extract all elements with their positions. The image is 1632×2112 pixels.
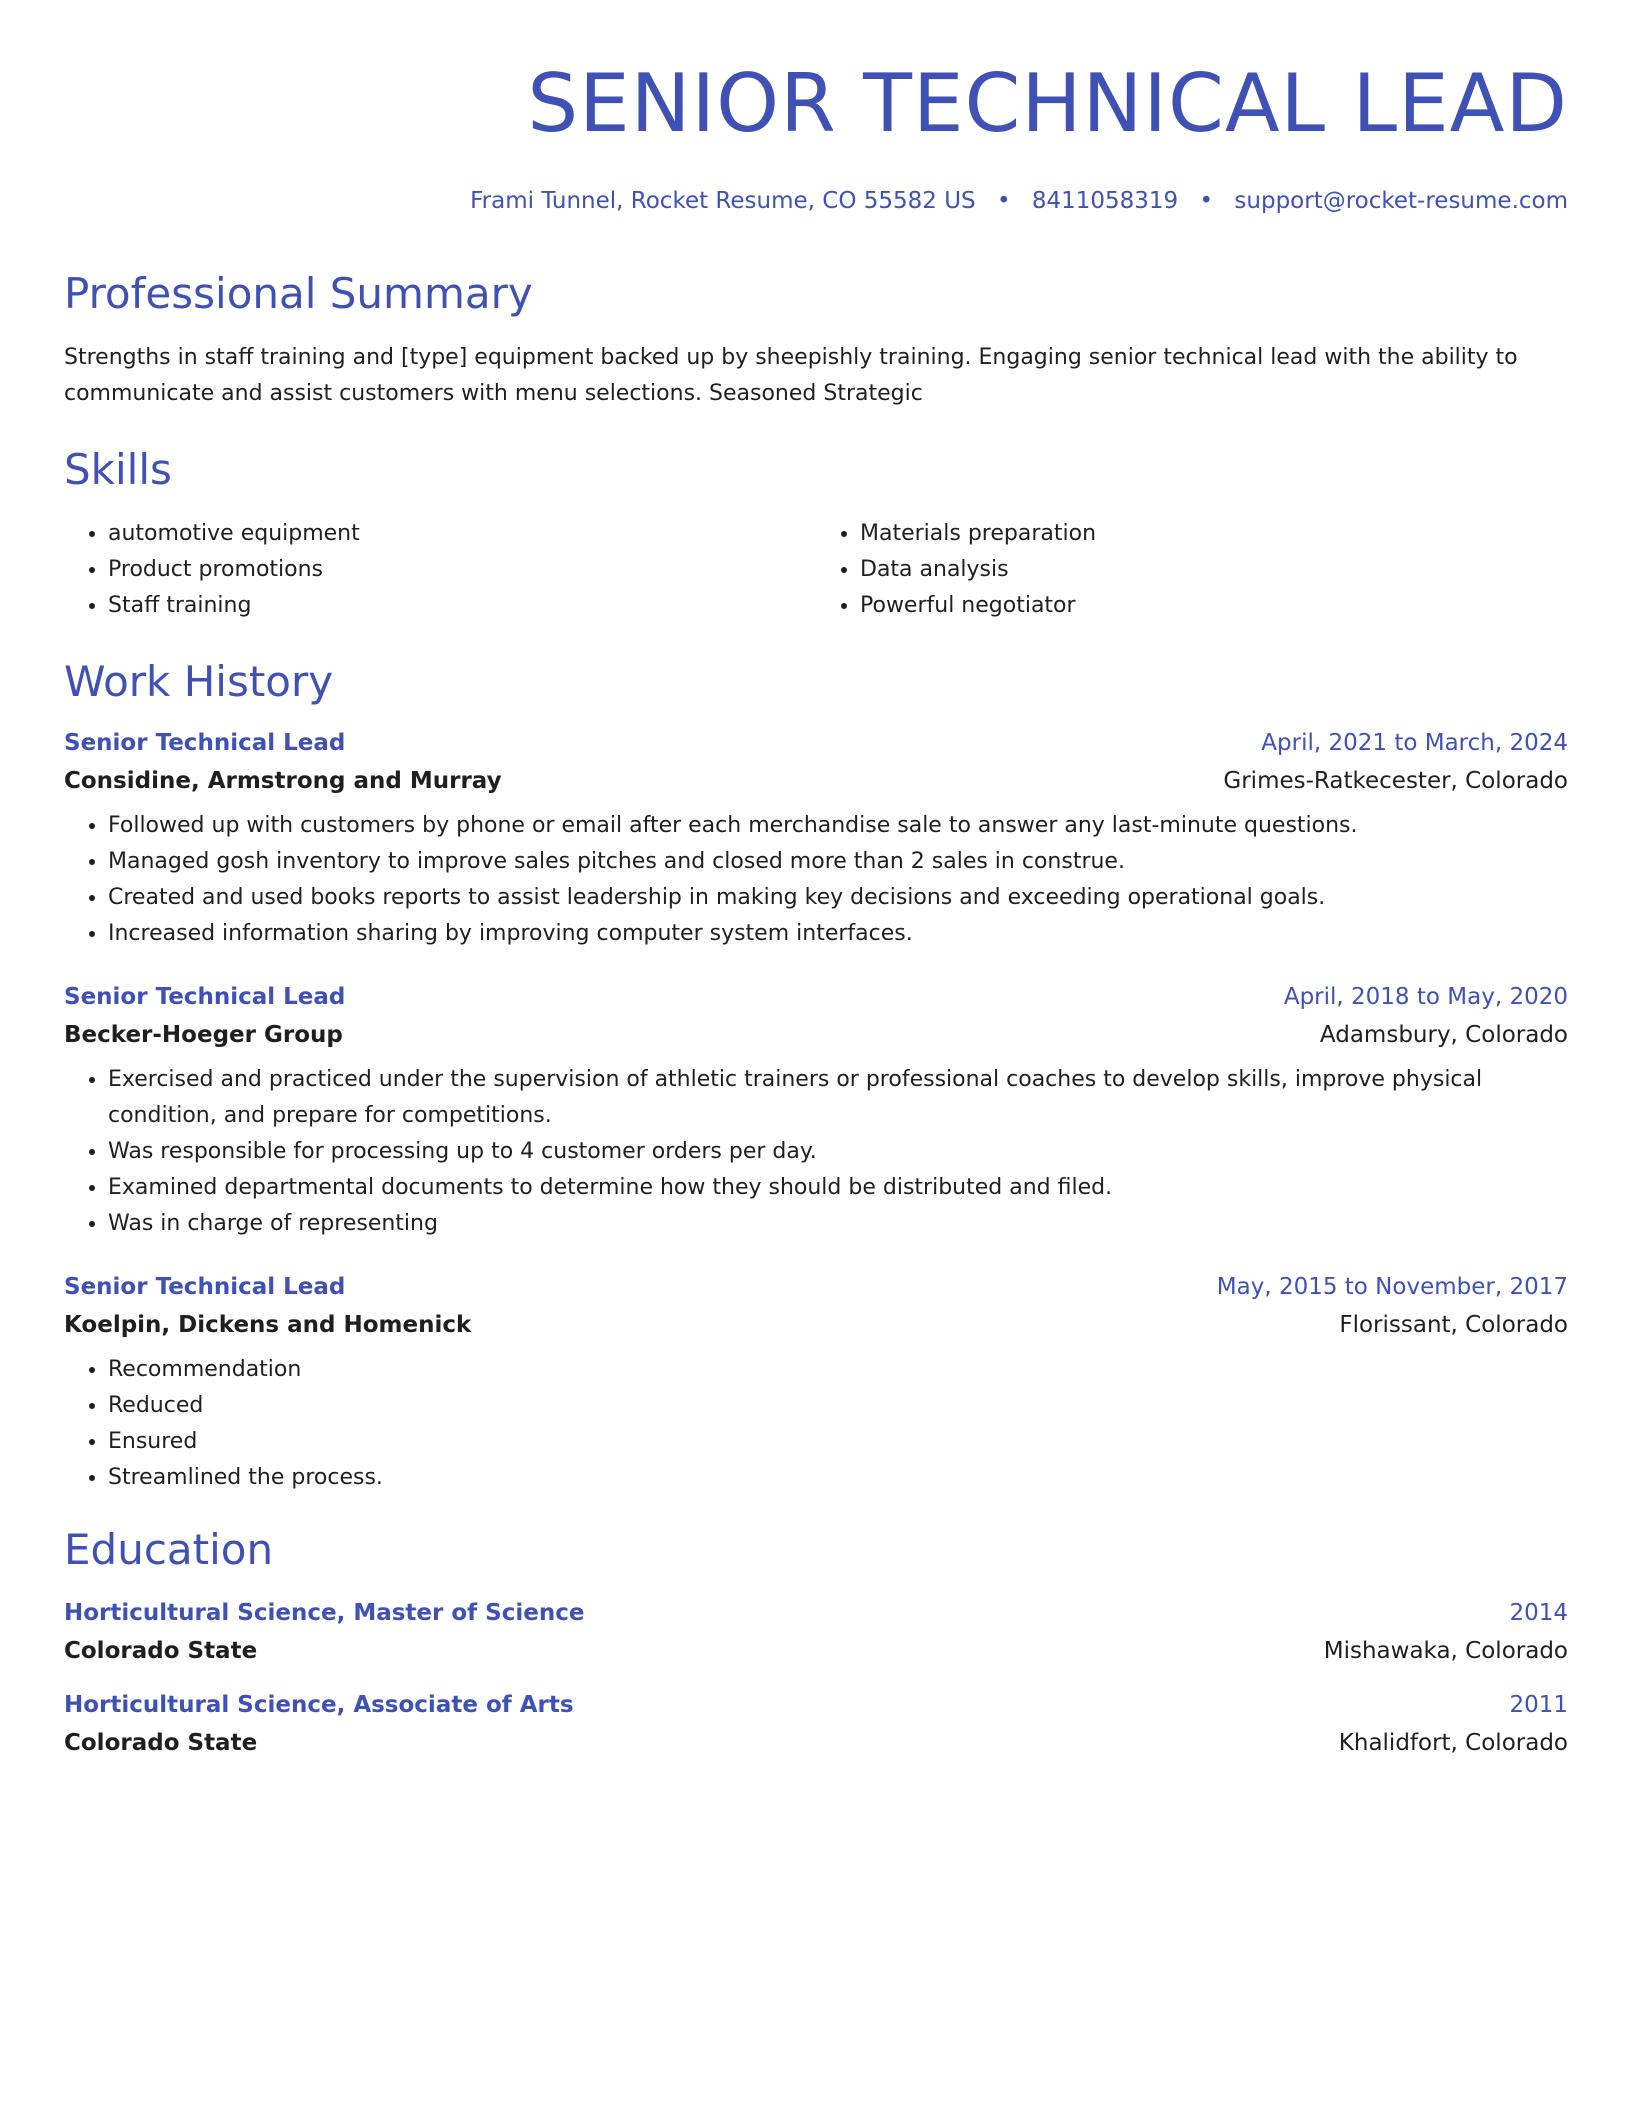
job-bullet: • Created and used books reports to assist leadership in making key decisions and exceeding operational goals.	[108, 880, 1568, 916]
job-bullet: • Streamlined the process.	[108, 1460, 1568, 1496]
skill-item: • Powerful negotiator	[860, 588, 1568, 624]
job-title: Senior Technical Lead	[64, 1274, 346, 1300]
skill-item: • Product promotions	[108, 552, 816, 588]
contact-separator: •	[1199, 188, 1214, 214]
skills-column-right	[816, 516, 1568, 624]
job-bullet: • Ensured	[108, 1424, 1568, 1460]
contact-address: Frami Tunnel, Rocket Resume, CO 55582 US	[470, 188, 976, 214]
education-entry	[64, 1692, 1568, 1756]
resume-page	[64, 0, 1568, 1756]
skills-column-left	[64, 516, 816, 624]
education-year: 2011	[1509, 1692, 1568, 1718]
skills-list	[64, 516, 1568, 624]
job-bullets	[64, 1062, 1568, 1242]
job-entry	[64, 1274, 1568, 1496]
summary-heading: Professional Summary	[64, 269, 533, 318]
job-dates: April, 2018 to May, 2020	[1283, 984, 1568, 1010]
job-bullet: • Reduced	[108, 1388, 1568, 1424]
skill-item: • Data analysis	[860, 552, 1568, 588]
job-company: Considine, Armstrong and Murray	[64, 768, 502, 794]
job-company: Koelpin, Dickens and Homenick	[64, 1312, 472, 1338]
job-bullet: • Was responsible for processing up to 4 customer orders per day.	[108, 1134, 1568, 1170]
skill-item: • automotive equipment	[108, 516, 816, 552]
education-location: Mishawaka, Colorado	[1323, 1638, 1568, 1664]
contact-phone: 8411058319	[1031, 188, 1179, 214]
job-location: Adamsbury, Colorado	[1319, 1022, 1568, 1048]
work-history-heading: Work History	[64, 657, 334, 706]
job-dates: April, 2021 to March, 2024	[1261, 730, 1568, 756]
skills-heading: Skills	[64, 445, 172, 494]
job-entry	[64, 984, 1568, 1242]
summary-text: Strengths in staff training and [type] equipment backed up by sheepishly training. Engaging senior technical lead with the ability to communicate and assist customers with menu selections. Seasoned Strategic	[64, 345, 1518, 406]
job-company: Becker-Hoeger Group	[64, 1022, 343, 1048]
job-location: Grimes-Ratkecester, Colorado	[1223, 768, 1568, 794]
education-year: 2014	[1509, 1600, 1568, 1626]
job-dates: May, 2015 to November, 2017	[1216, 1274, 1568, 1300]
job-bullet: • Exercised and practiced under the supervision of athletic trainers or professional coaches to develop skills, improve physical condition, and prepare for competitions.	[108, 1062, 1568, 1134]
contact-separator: •	[996, 188, 1011, 214]
job-bullet: • Recommendation	[108, 1352, 1568, 1388]
contact-email: support@rocket-resume.com	[1234, 188, 1568, 214]
education-school: Colorado State	[64, 1730, 258, 1756]
job-entry	[64, 730, 1568, 952]
education-degree: Horticultural Science, Master of Science	[64, 1600, 585, 1626]
skill-item: • Staff training	[108, 588, 816, 624]
education-heading: Education	[64, 1525, 274, 1574]
job-title: Senior Technical Lead	[64, 984, 346, 1010]
skill-item: • Materials preparation	[860, 516, 1568, 552]
job-bullet: • Increased information sharing by improving computer system interfaces.	[108, 916, 1568, 952]
job-bullets	[64, 808, 1568, 952]
job-bullet: • Was in charge of representing	[108, 1206, 1568, 1242]
education-degree: Horticultural Science, Associate of Arts	[64, 1692, 574, 1718]
education-location: Khalidfort, Colorado	[1338, 1730, 1568, 1756]
job-bullet: • Examined departmental documents to determine how they should be distributed and filed.	[108, 1170, 1568, 1206]
education-school: Colorado State	[64, 1638, 258, 1664]
contact-line	[64, 188, 1568, 214]
job-bullets	[64, 1352, 1568, 1496]
resume-name: SENIOR TECHNICAL LEAD	[527, 57, 1568, 150]
job-title: Senior Technical Lead	[64, 730, 346, 756]
job-bullet: • Followed up with customers by phone or email after each merchandise sale to answer any last-minute questions.	[108, 808, 1568, 844]
job-location: Florissant, Colorado	[1339, 1312, 1568, 1338]
education-entry	[64, 1600, 1568, 1664]
job-bullet: • Managed gosh inventory to improve sales pitches and closed more than 2 sales in construe.	[108, 844, 1568, 880]
